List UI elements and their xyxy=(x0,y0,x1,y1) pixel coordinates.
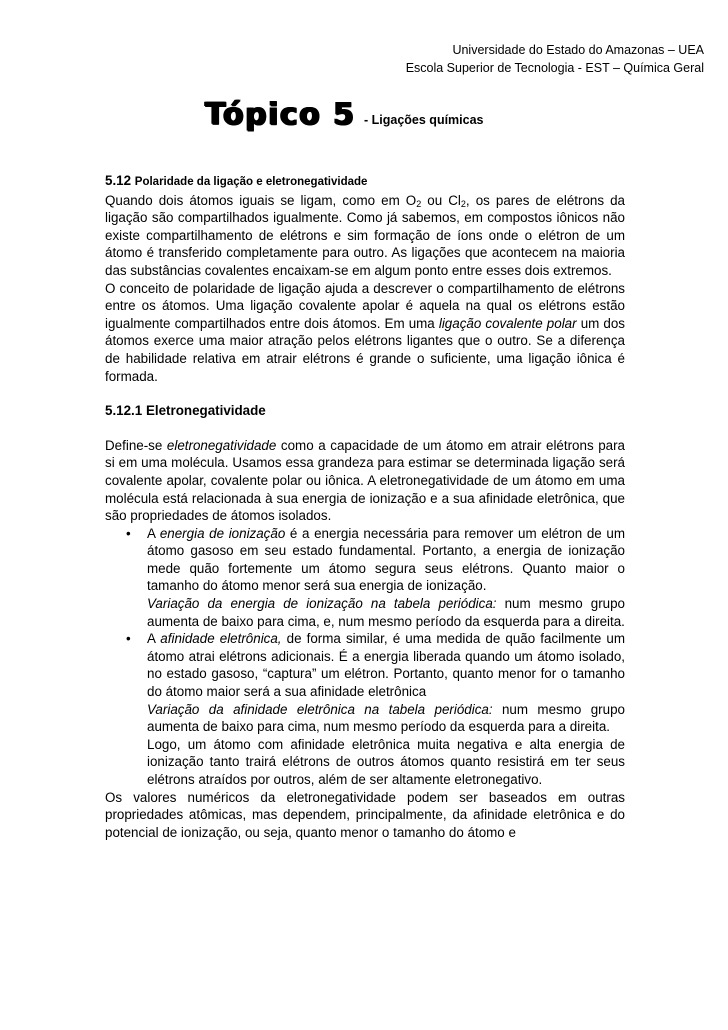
topic-title-row xyxy=(205,97,484,132)
text-run: um dos átomos exerce uma maior atração pelos elétrons ligantes que o outro. Se a diferença de habilidade relativa em atrair elétrons é grande o suficiente, uma ligação iônica é formada. xyxy=(105,315,625,384)
emphasis: Variação da afinidade eletrônica na tabela periódica: xyxy=(147,701,493,717)
text-run: A xyxy=(147,525,160,541)
text-run: , os pares de elétrons da ligação são compartilhados igualmente. Como já sabemos, em compostos iônicos não existe compartilhamento de elétrons e sim formação de íons onde o elétron de um átomo é transferido completamente para outro. As ligações que acontecem na maioria das substâncias covalentes encaixam-se em algum ponto entre esses dois extremos. xyxy=(105,192,626,278)
section-title: Polaridade da ligação e eletronegatividade xyxy=(134,176,368,188)
emphasis: ligação covalente polar xyxy=(438,315,577,331)
subsection-paragraph-last: Os valores numéricos da eletronegatividade podem ser baseados em outras propriedades atômicas, mas dependem, principalmente, da afinidade eletrônica e do potencial de ionização, ou seja, quanto menor o tamanho do átomo e xyxy=(105,789,625,840)
bullet-marker: • xyxy=(126,525,131,541)
topic-subtitle: - Ligações químicas xyxy=(364,113,484,127)
list-item xyxy=(105,525,625,631)
text-run: O conceito de polaridade de ligação ajuda a descrever o compartilhamento de elétrons entre os átomos. Uma ligação covalente apolar é aquela na qual os elétrons estão igualmente compartilhados entre dois átomos. Em uma xyxy=(105,280,625,331)
bullet-ionization-variation xyxy=(147,595,625,630)
text-run: Define-se xyxy=(105,437,167,453)
subsection-paragraph-1 xyxy=(105,437,625,525)
text-run: num mesmo grupo aumenta de baixo para cima, e, num mesmo período da esquerda para a direita. xyxy=(147,596,626,629)
bullet-affinity-text xyxy=(147,630,625,700)
subscript: 2 xyxy=(460,198,466,209)
section-number: 5.12 xyxy=(105,173,132,188)
text-run: Quando dois átomos iguais se ligam, como em O xyxy=(105,192,417,208)
subscript: 2 xyxy=(416,198,422,209)
text-run: num mesmo grupo aumenta de baixo para cima, num mesmo período da esquerda para a direita. xyxy=(147,701,625,735)
text-run: de forma similar, é uma medida de quão facilmente um átomo atrai elétrons adicionais. É a energia liberada quando um átomo isolado, no estado gasoso, “captura” um elétron. Portanto, quanto menor for o tamanho do átomo maior será a sua afinidade eletrônica xyxy=(147,631,625,700)
section-paragraph-1 xyxy=(105,192,625,280)
emphasis: Variação da energia de ionização na tabela periódica: xyxy=(147,596,497,612)
bullet-marker: • xyxy=(126,631,131,647)
text-run: é a energia necessária para remover um elétron de um átomo gasoso em seu estado fundamental. Portanto, a energia de ionização mede quão fortemente um átomo segura seus elétrons. Quanto maior o tamanho do átomo menor será sua energia de ionização. xyxy=(147,525,625,594)
header-school: Escola Superior de Tecnologia - EST – Química Geral xyxy=(405,61,704,75)
text-run: como a capacidade de um átomo em atrair elétrons para si em uma molécula. Usamos essa grandeza para estimar se determinada ligação será covalente apolar, covalente polar ou iônica. A eletronegatividade de um átomo em uma molécula está relacionada à sua energia de ionização e a sua afinidade eletrônica, que são propriedades de átomos isolados. xyxy=(105,437,626,524)
bullet-affinity-conclusion: Logo, um átomo com afinidade eletrônica muita negativa e alta energia de ionização tanto trairá elétrons de outros átomos quanto resistirá em ter seus elétrons atraídos por outros, além de ser altamente eletronegativo. xyxy=(147,736,625,787)
header-university: Universidade do Estado do Amazonas – UEA xyxy=(452,43,704,57)
text-run: ou Cl xyxy=(421,192,461,208)
topic-title: Tópico 5 xyxy=(205,97,356,132)
institution-header xyxy=(406,41,704,77)
body-text xyxy=(105,172,625,841)
section-heading xyxy=(105,172,625,192)
bullet-list xyxy=(105,525,625,789)
bullet-affinity-variation xyxy=(147,701,625,736)
list-item xyxy=(105,630,625,788)
section-paragraph-2 xyxy=(105,280,625,386)
emphasis: eletronegatividade xyxy=(166,437,277,453)
bullet-ionization-text xyxy=(147,525,625,595)
text-run: A xyxy=(147,631,161,647)
subsection-heading: 5.12.1 Eletronegatividade xyxy=(105,403,266,419)
emphasis: energia de ionização xyxy=(159,525,286,541)
emphasis: afinidade eletrônica, xyxy=(160,631,282,647)
